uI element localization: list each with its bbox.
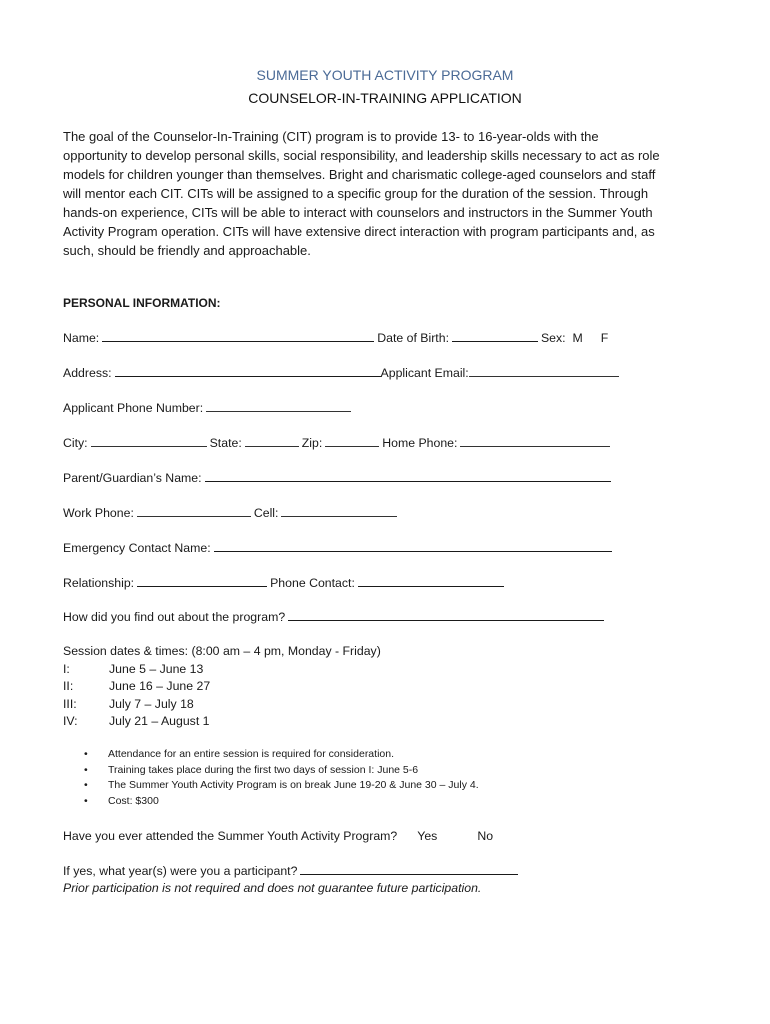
bullet-text: Cost: $300 [108, 794, 159, 807]
city-field[interactable] [91, 435, 207, 447]
session-row [63, 713, 381, 731]
sessions-block [63, 643, 381, 731]
name-field[interactable] [102, 330, 374, 342]
emergency-label: Emergency Contact Name: [63, 541, 211, 555]
home-phone-field[interactable] [460, 435, 610, 447]
bullet-icon: • [84, 794, 88, 807]
intro-line: models for children younger than themselves. Bright and charismatic college-aged counselors and staff [63, 167, 656, 182]
applicant-phone-row [63, 400, 354, 415]
cell-label: Cell: [253, 506, 279, 520]
phone-contact-label: Phone Contact: [270, 576, 355, 590]
phone-contact-field[interactable] [358, 575, 504, 587]
intro-line: opportunity to develop personal skills, social responsibility, and leadership skills necessary to act as role [63, 148, 660, 163]
dob-field[interactable] [452, 330, 538, 342]
work-phone-row [63, 505, 400, 520]
attended-no-option[interactable]: No [477, 829, 494, 843]
home-phone-label: Home Phone: [382, 436, 458, 450]
info-bullets [84, 747, 479, 809]
name-row [63, 330, 608, 345]
work-phone-label: Work Phone: [63, 506, 134, 520]
attended-question: Have you ever attended the Summer Youth Activity Program? [63, 829, 398, 843]
email-field[interactable] [469, 365, 619, 377]
cell-field[interactable] [281, 505, 397, 517]
guardian-field[interactable] [205, 470, 611, 482]
address-row [63, 365, 622, 380]
bullet-text: Attendance for an entire session is required for consideration. [108, 748, 394, 760]
emergency-field[interactable] [214, 540, 612, 552]
intro-line: The goal of the Counselor-In-Training (CIT) program is to provide 13- to 16-year-olds with the [63, 129, 599, 144]
intro-line: will mentor each CIT. CITs will be assigned to a specific group for the duration of the session. Through [63, 186, 649, 201]
bullet-text: The Summer Youth Activity Program is on break June 19-20 & June 30 – July 4. [108, 779, 479, 791]
dob-label: Date of Birth: [377, 331, 449, 345]
source-row [63, 609, 607, 624]
bullet-text: Training takes place during the first two days of session I: June 5-6 [108, 763, 419, 776]
city-label: City: [63, 436, 88, 450]
session-dates: July 7 – July 18 [109, 696, 194, 711]
intro-paragraph [63, 127, 713, 260]
bullet-icon: • [84, 779, 88, 791]
source-field[interactable] [288, 609, 604, 621]
session-dates: July 21 – August 1 [109, 714, 210, 728]
sessions-heading: Session dates & times: (8:00 am – 4 pm, Monday - Friday) [63, 644, 381, 658]
source-label: How did you find out about the program? [63, 610, 286, 624]
state-label: State: [209, 436, 242, 450]
session-row [63, 661, 381, 679]
bullet-icon: • [84, 748, 88, 760]
emergency-row [63, 540, 615, 555]
attended-yes-option[interactable]: Yes [417, 829, 438, 843]
session-number: IV: [63, 714, 78, 728]
year-question: If yes, what year(s) were you a participant? [63, 864, 298, 878]
city-row [63, 435, 613, 450]
session-number: II: [63, 679, 74, 693]
year-row [63, 863, 521, 878]
name-label: Name: [63, 331, 100, 345]
session-number: III: [63, 696, 77, 711]
applicant-phone-field[interactable] [206, 400, 351, 412]
attended-row [63, 829, 493, 843]
zip-label: Zip: [301, 436, 323, 450]
participation-note: Prior participation is not required and does not guarantee future participation. [63, 881, 482, 895]
session-dates: June 5 – June 13 [109, 661, 204, 676]
sex-option-f[interactable]: F [600, 331, 609, 345]
bullet-item [84, 763, 479, 779]
guardian-label: Parent/Guardian’s Name: [63, 471, 202, 485]
bullet-item [84, 747, 479, 763]
address-label: Address: [63, 366, 112, 380]
bullet-icon: • [84, 763, 88, 776]
session-dates: June 16 – June 27 [109, 679, 211, 693]
bullet-item [84, 778, 479, 794]
relationship-row [63, 575, 507, 590]
bullet-item [84, 794, 479, 810]
sex-option-m[interactable]: M [572, 331, 583, 345]
relationship-field[interactable] [137, 575, 267, 587]
session-number: I: [63, 661, 70, 676]
email-label: Applicant Email: [380, 366, 469, 380]
session-row [63, 678, 381, 696]
program-title: SUMMER YOUTH ACTIVITY PROGRAM [256, 67, 514, 83]
zip-field[interactable] [325, 435, 379, 447]
intro-line: Activity Program operation. CITs will have extensive direct interaction with program participants and, as [63, 224, 655, 239]
relationship-label: Relationship: [63, 576, 135, 590]
intro-line: such, should be friendly and approachable. [63, 243, 311, 258]
state-field[interactable] [245, 435, 299, 447]
address-field[interactable] [115, 365, 381, 377]
work-phone-field[interactable] [137, 505, 251, 517]
guardian-row [63, 470, 614, 485]
intro-line: hands-on experience, CITs will be able to interact with counselors and instructors in the Summer Youth [63, 205, 653, 220]
sex-label: Sex: [540, 331, 566, 345]
form-title: COUNSELOR-IN-TRAINING APPLICATION [248, 90, 522, 106]
applicant-phone-label: Applicant Phone Number: [63, 401, 204, 415]
section-title-personal: PERSONAL INFORMATION: [63, 296, 221, 310]
session-row [63, 696, 381, 714]
year-field[interactable] [300, 863, 518, 875]
